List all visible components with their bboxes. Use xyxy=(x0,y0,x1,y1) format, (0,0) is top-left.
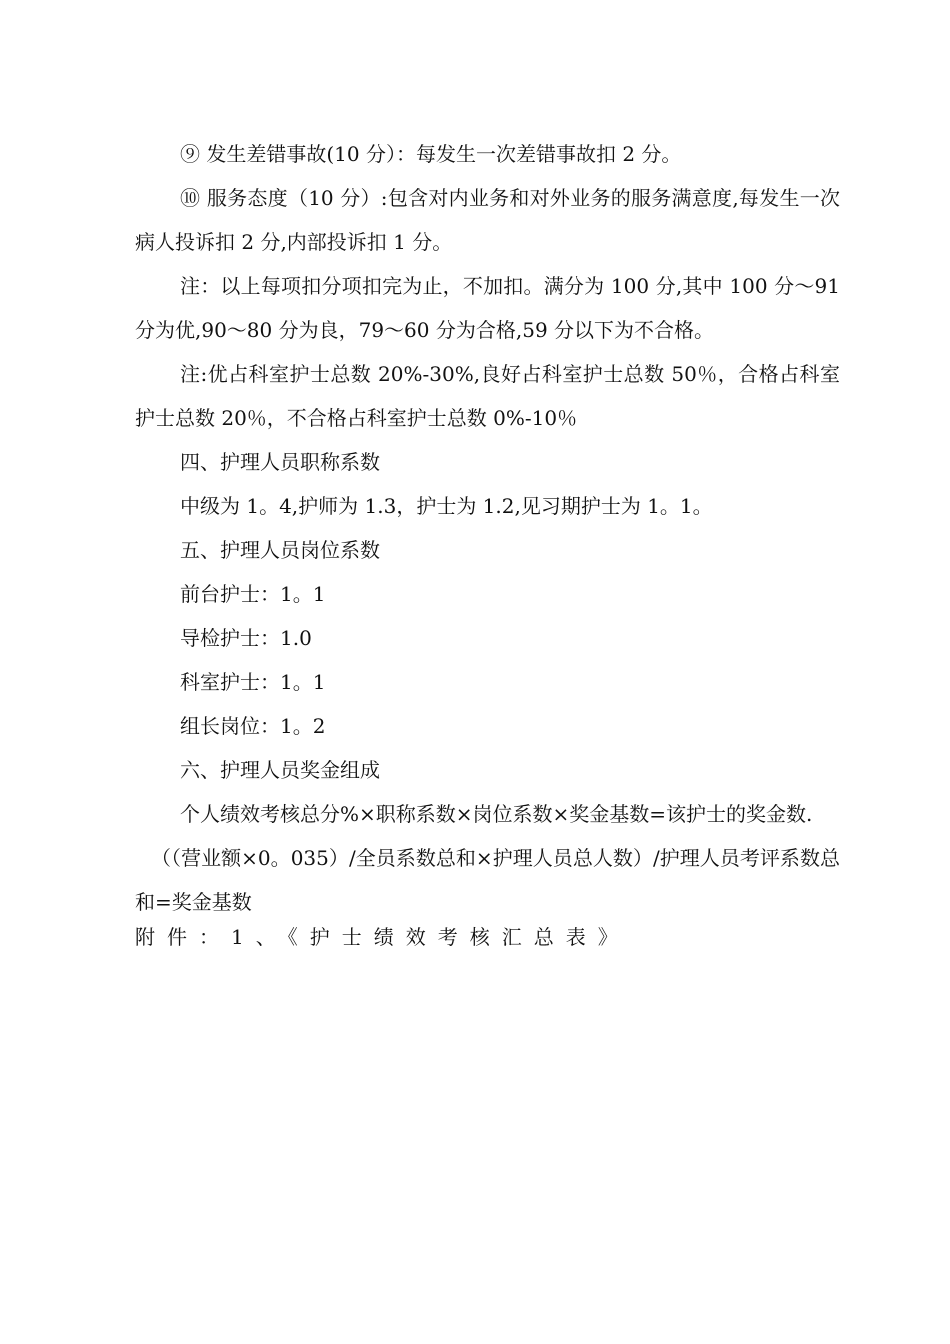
paragraph-note-scoring: 注：以上每项扣分项扣完为止，不加扣。满分为 100 分,其中 100 分～91 分为优,90～80 分为良，79～60 分为合格,59 分以下为不合格。 xyxy=(135,274,840,342)
paragraph-note-distribution: 注:优占科室护士总数 20%-30%,良好占科室护士总数 50％，合格占科室护士总数 20％，不合格占科室护士总数 0%-10％ xyxy=(135,362,840,430)
paragraph-group-leader: 组长岗位：1。2 xyxy=(180,714,326,738)
attachment-line: 附件：1、《护士绩效考核汇总表》 xyxy=(135,925,630,949)
paragraph-bonus-base-formula: （（营业额×0。035）/全员系数总和×护理人员总人数）/护理人员考评系数总和=奖金基数 xyxy=(135,846,840,914)
paragraph-department-nurse: 科室护士：1。1 xyxy=(180,670,326,694)
paragraph-error-accident: ⑨ 发生差错事故(10 分）：每发生一次差错事故扣 2 分。 xyxy=(180,142,682,166)
paragraph-bonus-formula: 个人绩效考核总分%×职称系数×岗位系数×奖金基数=该护士的奖金数. xyxy=(180,802,813,826)
section-heading-post-coefficient: 五、护理人员岗位系数 xyxy=(180,538,380,562)
paragraph-front-desk-nurse: 前台护士：1。1 xyxy=(180,582,326,606)
section-heading-title-coefficient: 四、护理人员职称系数 xyxy=(180,450,380,474)
section-heading-bonus-composition: 六、护理人员奖金组成 xyxy=(180,758,380,782)
document-page xyxy=(135,132,840,950)
paragraph-service-attitude: ⑩ 服务态度（10 分）:包含对内业务和对外业务的服务满意度,每发生一次病人投诉扣 2 分,内部投诉扣 1 分。 xyxy=(135,186,840,254)
paragraph-guide-nurse: 导检护士：1.0 xyxy=(180,626,312,650)
paragraph-title-coefficient-values: 中级为 1。4,护师为 1.3，护士为 1.2,见习期护士为 1。1。 xyxy=(180,494,713,518)
